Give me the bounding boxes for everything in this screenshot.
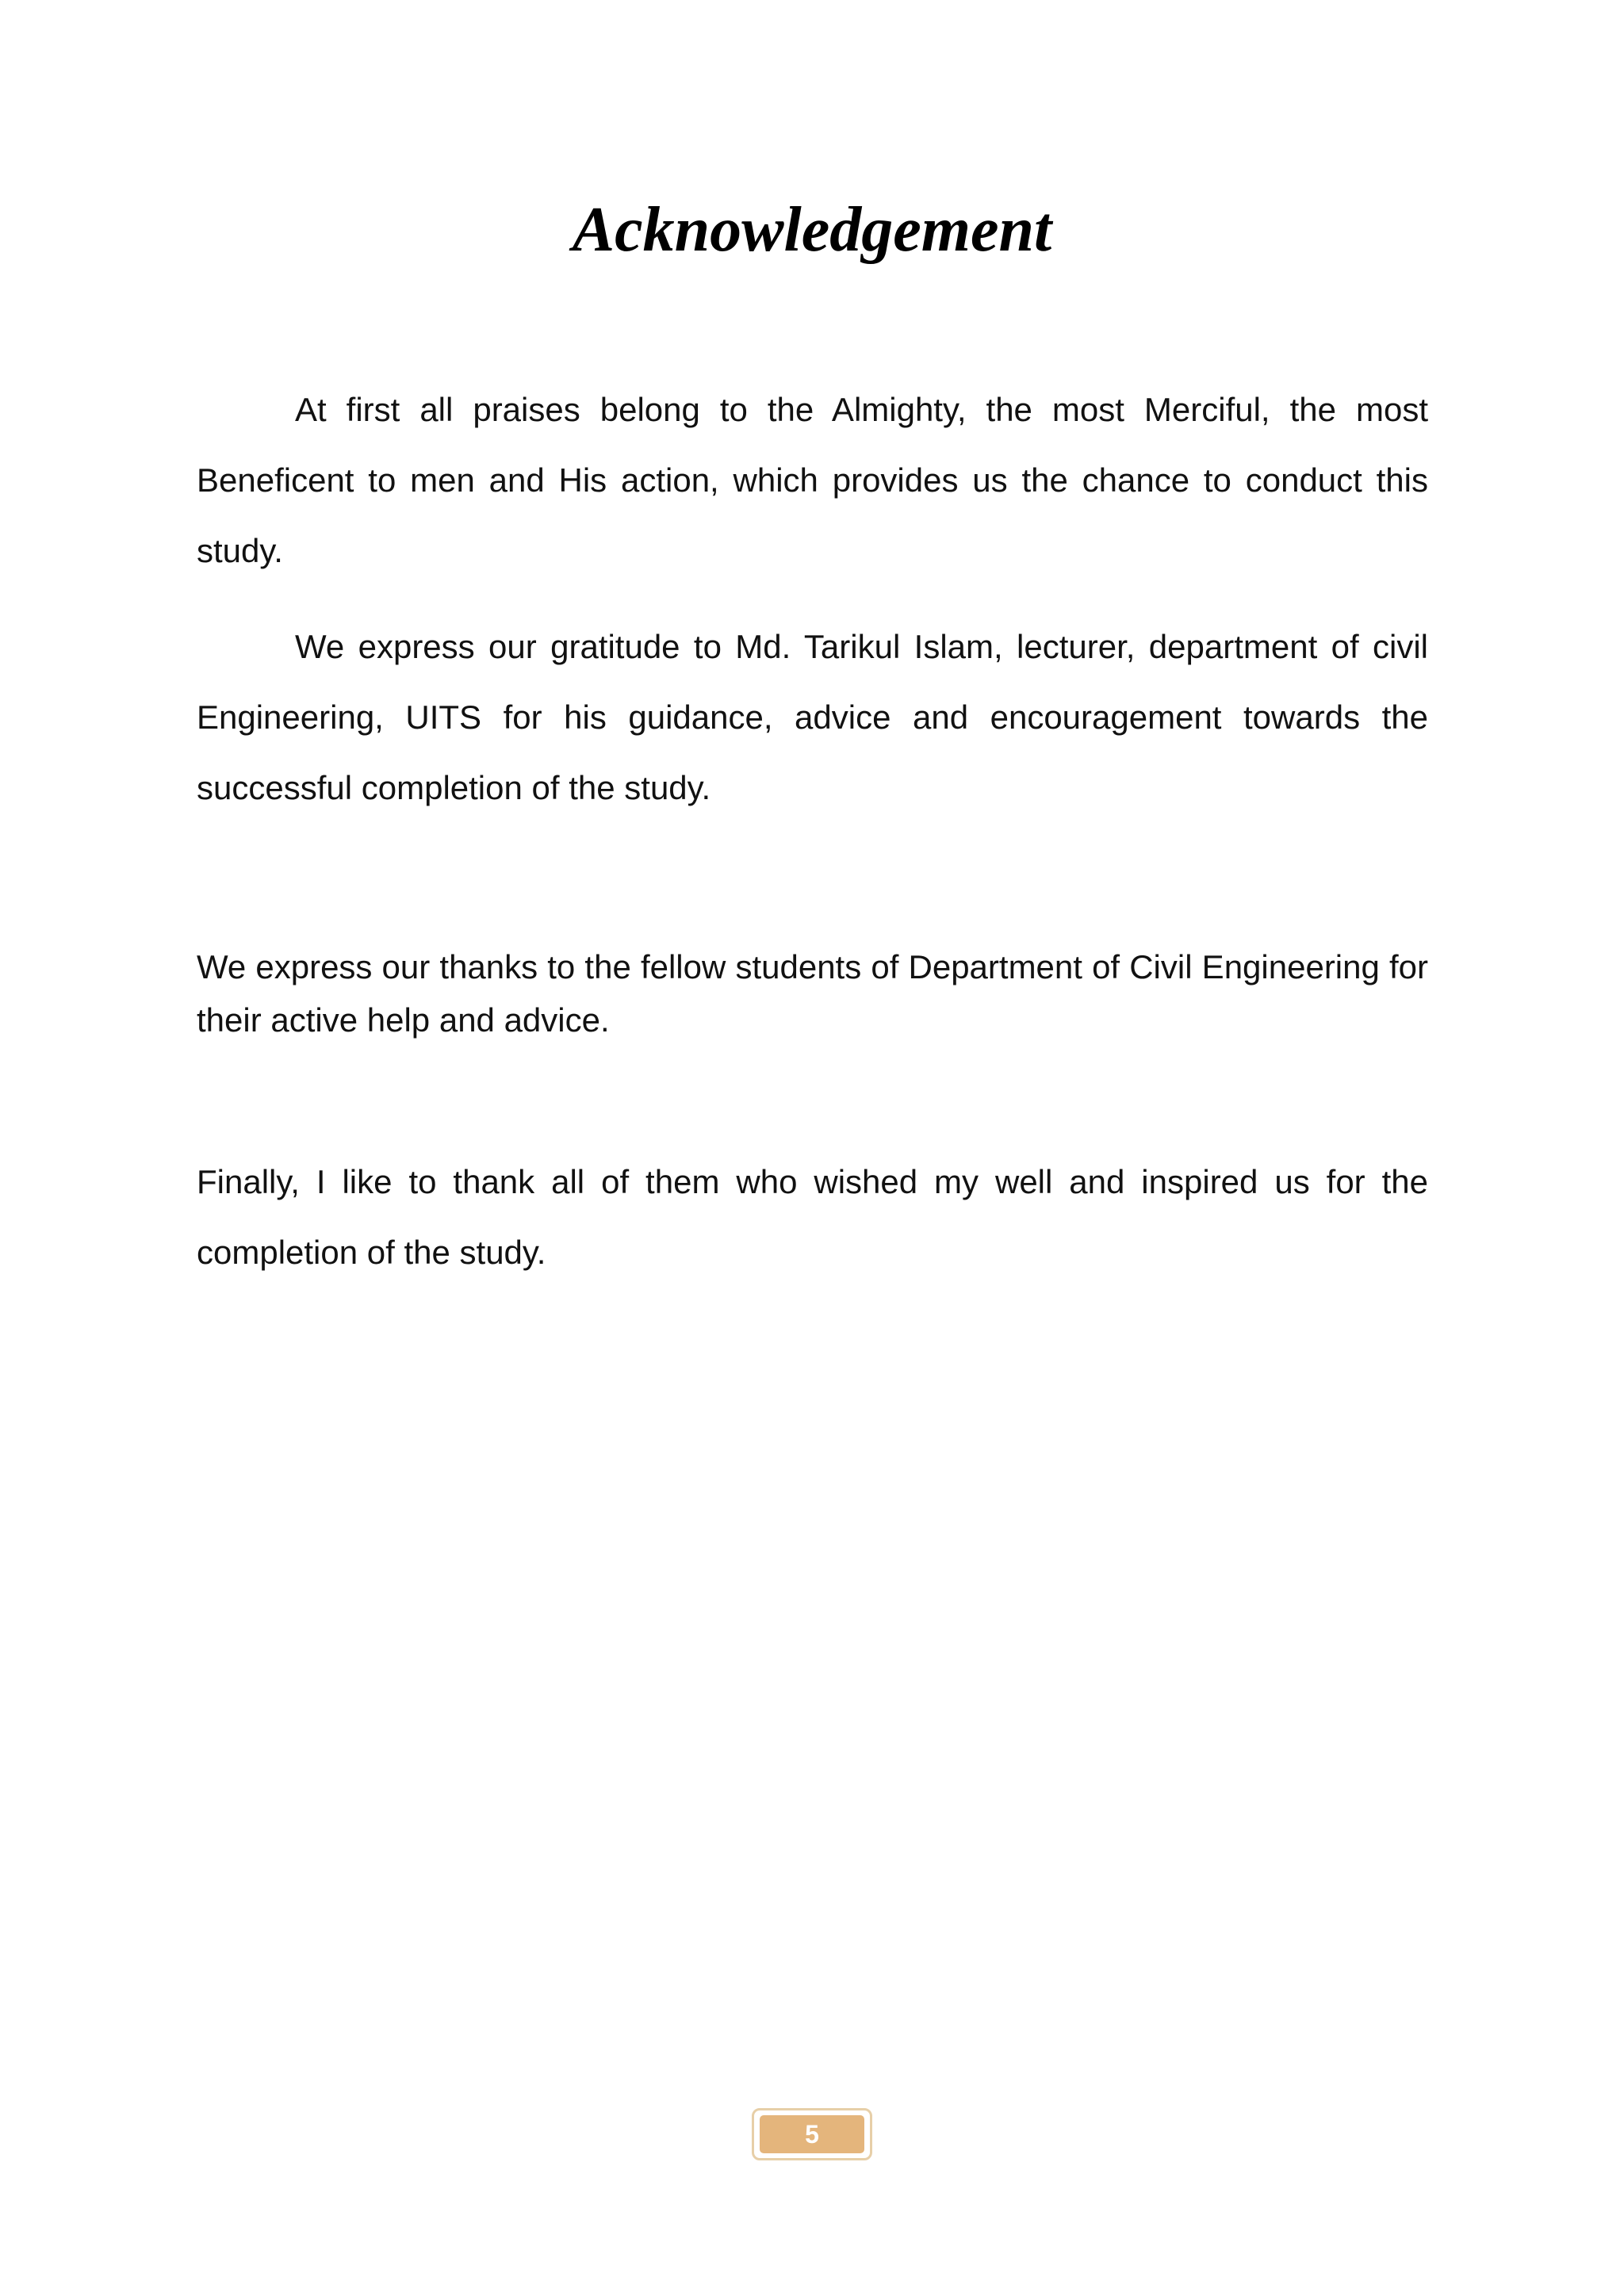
page-title: Acknowledgement — [572, 195, 1052, 265]
paragraph-almighty: At first all praises belong to the Almighty, the most Merciful, the most Beneficent to men and His action, which provides us the chance to conduct this study. — [197, 391, 1428, 569]
page-number: 5 — [760, 2115, 864, 2153]
page-number-badge — [752, 2108, 872, 2160]
paragraph-thanks-fellow-students: We express our thanks to the fellow students of Department of Civil Engineering for their active help and advice. — [197, 948, 1428, 1039]
paragraph-final-thanks: Finally, I like to thank all of them who wished my well and inspired us for the completion of the study. — [197, 1163, 1428, 1271]
paragraph-gratitude-supervisor: We express our gratitude to Md. Tarikul Islam, lecturer, department of civil Engineering, UITS for his guidance, advice and encouragement towards the successful completion of the study. — [197, 628, 1428, 806]
